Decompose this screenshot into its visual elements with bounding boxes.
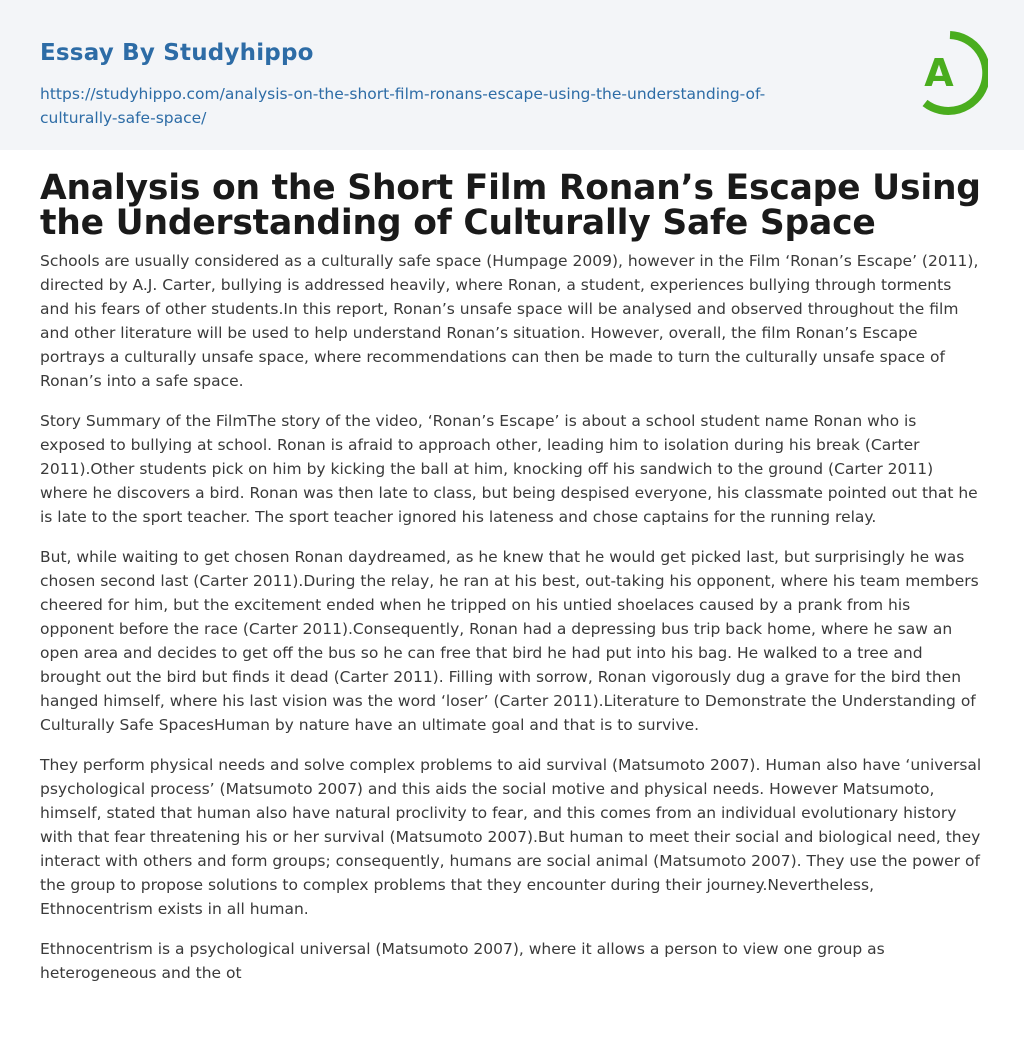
site-header: [0, 0, 1024, 150]
paragraph: But, while waiting to get chosen Ronan daydreamed, as he knew that he would get picked last, but surprisingly he was chosen second last (Carter 2011).During the relay, he ran at his best, out-taking his opponent, where his team members cheered for him, but the excitement ended when he tripped on his untied shoelaces caused by a prank from his opponent before the race (Carter 2011).Consequently, Ronan had a depressing bus trip back home, where he saw an open area and decides to get off the bus so he can free that bird he had put into his bag. He walked to a tree and brought out the bird but finds it dead (Carter 2011). Filling with sorrow, Ronan vigorously dug a grave for the bird then hanged himself, where his last vision was the word ‘loser’ (Carter 2011).Literature to Demonstrate the Understanding of Culturally Safe SpacesHuman by nature have an ultimate goal and that is to survive.: [40, 548, 979, 734]
paragraph: Schools are usually considered as a culturally safe space (Humpage 2009), however in the Film ‘Ronan’s Escape’ (2011), directed by A.J. Carter, bullying is addressed heavily, where Ronan, a student, experiences bullying through torments and his fears of other students.In this report, Ronan’s unsafe space will be analysed and observed throughout the film and other literature will be used to help understand Ronan’s situation. However, overall, the film Ronan’s Escape portrays a culturally unsafe space, where recommendations can then be made to turn the culturally unsafe space of Ronan’s into a safe space.: [40, 252, 979, 390]
essay-url-link[interactable]: https://studyhippo.com/analysis-on-the-short-film-ronans-escape-using-the-understanding-of-culturally-safe-space/: [40, 85, 766, 127]
paragraph: Ethnocentrism is a psychological universal (Matsumoto 2007), where it allows a person to view one group as heterogeneous and the ot: [40, 940, 885, 982]
paragraph: Story Summary of the FilmThe story of the video, ‘Ronan’s Escape’ is about a school student name Ronan who is exposed to bullying at school. Ronan is afraid to approach other, leading him to isolation during his break (Carter 2011).Other students pick on him by kicking the ball at him, knocking off his sandwich to the ground (Carter 2011) where he discovers a bird. Ronan was then late to class, but being despised everyone, his classmate pointed out that he is late to the sport teacher. The sport teacher ignored his lateness and chose captains for the running relay.: [40, 412, 978, 526]
article-title: Analysis on the Short Film Ronan’s Escape Using the Understanding of Culturally Safe Space: [40, 168, 981, 243]
logo-letter: A: [924, 51, 954, 95]
studyhippo-logo-icon[interactable]: [912, 30, 988, 116]
article-body: [40, 249, 984, 1001]
paragraph: They perform physical needs and solve complex problems to aid survival (Matsumoto 2007). Human also have ‘universal psychological process’ (Matsumoto 2007) and this aids the social motive and physical needs. However Matsumoto, himself, stated that human also have natural proclivity to fear, and this comes from an individual evolutionary history with that fear threatening his or her survival (Matsumoto 2007).But human to meet their social and biological need, they interact with others and form groups; consequently, humans are social animal (Matsumoto 2007). They use the power of the group to propose solutions to complex problems that they encounter during their journey.Nevertheless, Ethnocentrism exists in all human.: [40, 756, 982, 918]
site-brand[interactable]: Essay By Studyhippo: [40, 40, 314, 66]
